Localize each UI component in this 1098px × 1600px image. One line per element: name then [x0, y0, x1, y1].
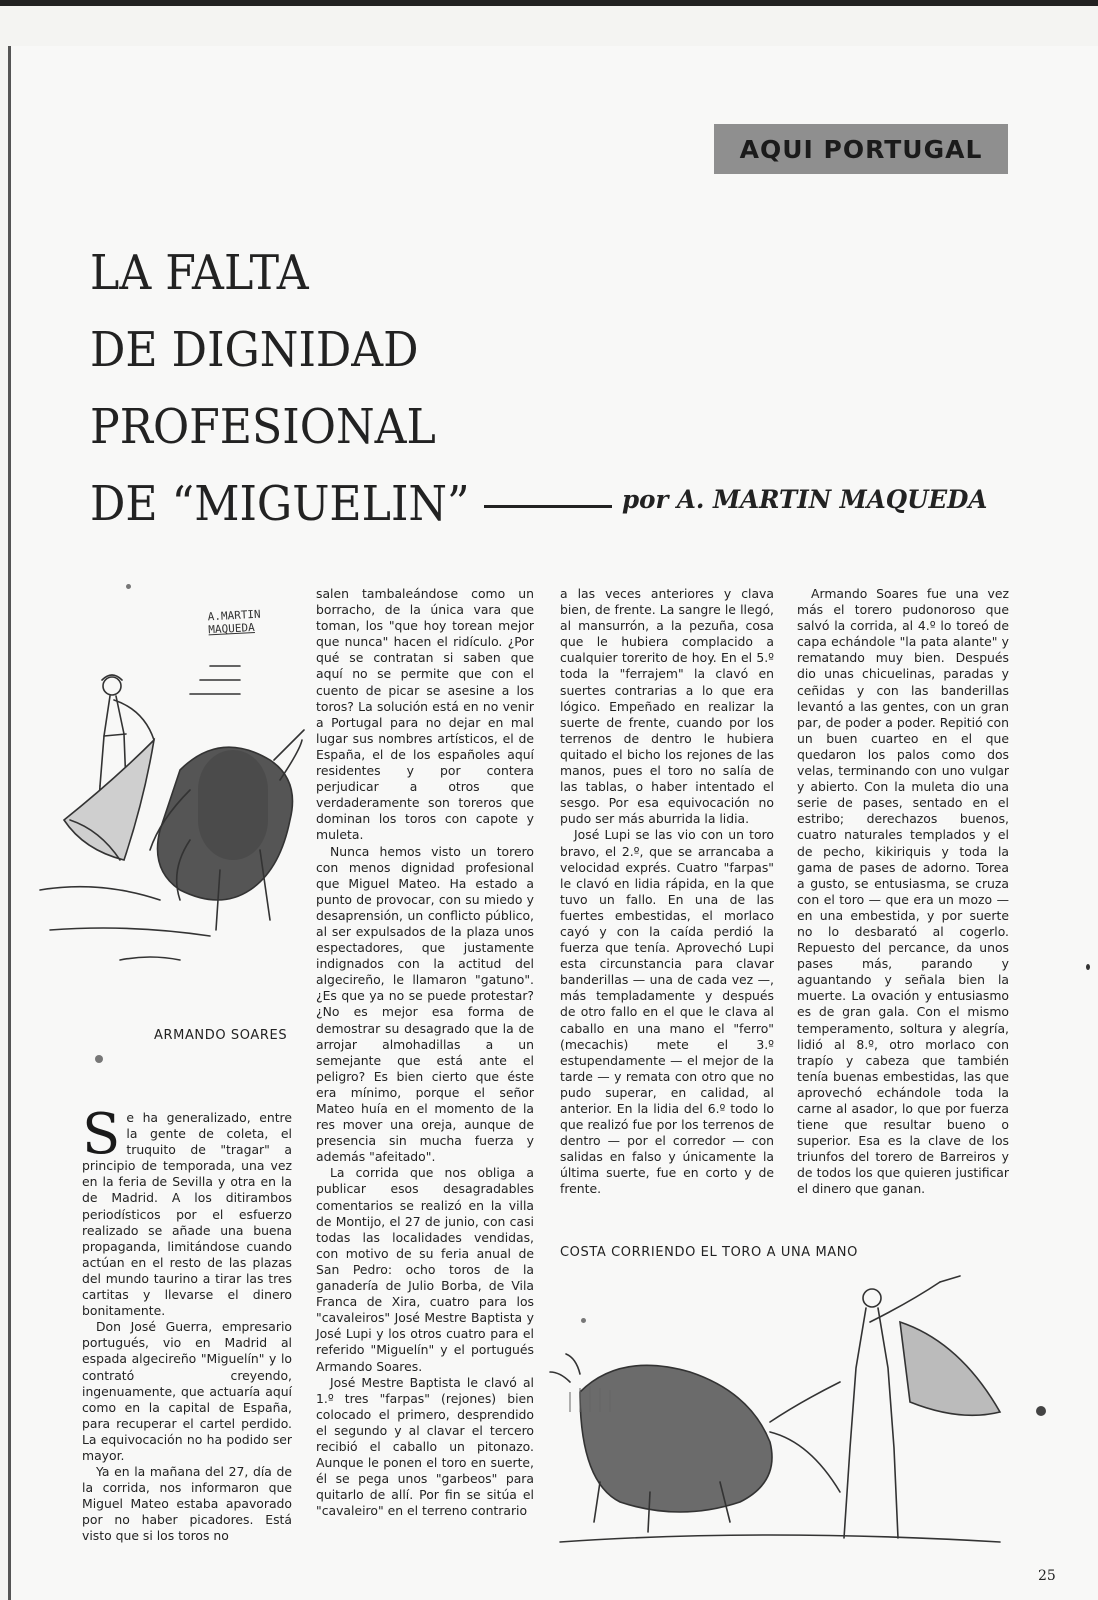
paragraph [82, 1102, 292, 1319]
torero-bull-sketch-1 [30, 590, 315, 1010]
paragraph: Don José Guerra, empresario portugués, vio en Madrid al espada algecireño "Miguelín" y lo contrató creyendo, ingenuamente, que actuaría aquí como en la capital de España, para recuperar el cartel perdido. La equivocación no ha podido ser mayor. [82, 1319, 292, 1463]
article-title [90, 235, 470, 543]
paragraph: Armando Soares fue una vez más el torero pudonoroso que salvó la corrida, al 4.º lo toreó de capa echándole "la pata alante" y rematando muy bien. Después dio unas chicuelinas, paradas y ceñidas y con las banderillas levantó a las gentes, con un gran par, de poder a poder. Repitió con un buen cuarteo en el que quedaron los palos como dos velas, terminando con uno vulgar y abierto. Con la muleta dio una serie de pases, sentado en el estribo; derechazos buenos, cuatro naturales templados y el de pecho, kikiriquis y toda la gama de pases de adorno. Torea a gusto, se entusiasma, se cruza con el toro — que era un mozo — en una embestida, y por suerte no lo desbarató al cogerlo. Repuesto del percance, da unos pases más, parando y aguantando y señala bien la muerte. La ovación y entusiasmo es de gran gala. Con el mismo temperamento, soltura y alegría, lidió al 8.º, otro morlaco con trapío y cabeza que también tenía buenas embestidas, las que aprovechó echándole toda la carne al asador, lo que por fuerza tiene que resultar bueno o superior. Esa es la clave de los triunfos del torero de Barreiros y de todos los que quieren justificar el dinero que ganan. [797, 586, 1009, 1197]
paragraph: salen tambaleándose como un borracho, de la única vara que toman, los "que hoy torean mejor que nunca" hacen el ridículo. ¿Por qué se contratan si saben que aquí no se permite que con el cuento de picar se asesine a los toros? La solución está en no venir a Portugal para no dejar en mal lugar sus nombres artísticos, el de España, el de los españoles aquí residentes y por contera perjudicar a otros que verdaderamente son toreros que dominan los toros con capote y muleta. [316, 586, 534, 843]
paragraph: La corrida que nos obliga a publicar esos desagradables comentarios se realizó en la villa de Montijo, el 27 de junio, con casi todas las localidades vendidas, con motivo de su feria anual de San Pedro: ocho toros de la ganadería de Julio Borba, de Vila Franca de Xira, cuatro para los "cavaleiros" José Mestre Baptista y José Lupi y los otros cuatro para el referido "Miguelín" y el portugués Armando Soares. [316, 1165, 534, 1374]
scan-mark [126, 584, 131, 589]
title-line-2: DE DIGNIDAD [90, 322, 419, 378]
caption-armando-soares: ARMANDO SOARES [154, 1028, 288, 1043]
paragraph: José Mestre Baptista le clavó al 1.º tres "farpas" (rejones) bien colocado el primero, desprendido el segundo y al clavar el tercero recibió el caballo un pitonazo. Aunque le ponen el toro en suerte, él se pega unos "garbeos" para quitarlo de allí. Por fin se sitúa el "cavaleiro" en el terreno contrario [316, 1374, 534, 1519]
article-column-3 [560, 586, 774, 1198]
title-line-3: PROFESIONAL [90, 399, 436, 455]
caption-costa: COSTA CORRIENDO EL TORO A UNA MANO [560, 1245, 858, 1260]
article-column-2 [316, 586, 534, 1519]
title-line-1: LA FALTA [90, 245, 309, 301]
paragraph: Nunca hemos visto un torero con menos dignidad profesional que Miguel Mateo. Ha estado a punto de provocar, con su miedo y desaprensión, un conflicto público, al ser expulsados de la plaza unos espectadores, que justamente indignados con la actitud del algecireño, le llamaron "gatuno". ¿Es que ya no se puede protestar? ¿No es mejor esa forma de demostrar su desagrado que la de arrojar almohadillas a un semejante que está ante el peligro? Es bien cierto que éste era mínimo, porque el señor Mateo huía en el momento de la res mover una oreja, aunque de presencia sin mucha fuerza y además "afeitado". [316, 843, 534, 1165]
scan-mark [1036, 1406, 1046, 1416]
title-line-4: DE “MIGUELIN” [90, 476, 470, 532]
scan-mark [581, 1318, 586, 1323]
signature-line-1: A.MARTIN [207, 607, 261, 624]
paragraph: Ya en la mañana del 27, día de la corrida, nos informaron que Miguel Mateo estaba apavorado por no haber picadores. Está visto que si los toros no [82, 1464, 292, 1544]
page-number: 25 [1038, 1568, 1056, 1584]
section-banner: AQUI PORTUGAL [714, 124, 1008, 174]
article-column-4 [797, 586, 1009, 1198]
torero-bull-sketch-2 [540, 1262, 1040, 1552]
dropcap: S [82, 1102, 121, 1167]
byline-rule [484, 505, 612, 508]
artist-signature [207, 608, 261, 637]
article-column-1 [82, 1102, 292, 1545]
top-border [0, 0, 1098, 6]
scan-mark [1086, 964, 1090, 970]
paragraph: José Lupi se las vio con un toro bravo, el 2.º, que se arrancaba a velocidad exprés. Cuatro "farpas" le clavó en lidia rápida, en la que tuvo un fallo. En una de las fuertes embestidas, el morlaco cayó y con la caída perdió la fuerza que tenía. Aprovechó Lupi esta circunstancia para clavar banderillas — una de cada vez —, más templadamente y después de otro fallo en el que le clava al caballo en una mano el "ferro" (mecachis) mete el 3.º estupendamente — el mejor de la tarde — y remata con otro que no pudo superar, en calidad, al anterior. En la lidia del 6.º todo lo que realizó fue por los terrenos de dentro — por el corredor — con salidas en falso y únicamente la última suerte, fue en corto y de frente. [560, 827, 774, 1197]
scan-mark [95, 1055, 103, 1063]
paragraph: a las veces anteriores y clava bien, de frente. La sangre le llegó, al mansurrón, a la pezuña, cosa que le hubiera complacido a cualquier torerito de hoy. En el 5.º toda la "ferrajem" la clavó en suertes contrarias a lo que era lógico. Empeñado en realizar la suerte de frente, cuando por los terrenos de dentro le hubiera quitado el bicho los rejones de las manos, pues el toro no salía de las tablas, o haber intentado el sesgo. Por esa equivocación no pudo ser más aburrida la lidia. [560, 586, 774, 827]
byline: por A. MARTIN MAQUEDA [622, 485, 988, 514]
paragraph-text: e ha generalizado, entre la gente de coleta, el truquito de "tragar" a principio de temporada, una vez en la feria de Sevilla y otra en la de Madrid. A los ditirambos periodísticos por el esfuerzo realizado se añade una buena propaganda, limitándose cuando actúan en el resto de las plazas del mundo taurino a tirar las tres cartitas y llevarse el dinero bonitamente. [82, 1110, 292, 1319]
signature-line-2: MAQUEDA [208, 620, 256, 637]
